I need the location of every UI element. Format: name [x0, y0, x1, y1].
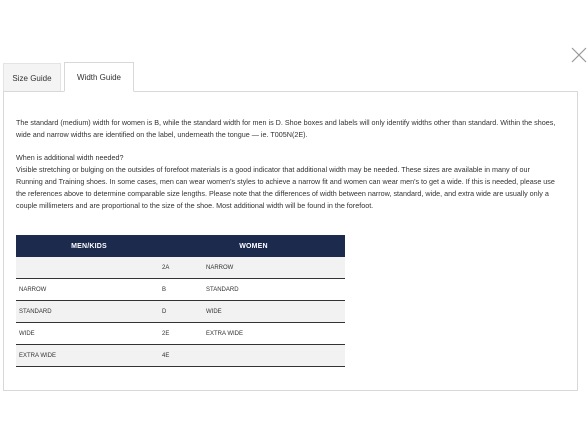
- tab-width-guide[interactable]: Width Guide: [64, 62, 134, 92]
- additional-width-paragraph: Visible stretching or bulging on the outsides of forefoot materials is a good indicator that additional width may be needed. These sizes are available in many of our Running and Training shoes. In some cases, men can wear women's styles to achieve a narrow fit and women can wear men's to get a wide. If this is needed, please use the references above to determine comparable size lengths. Please note that the differences of width between narrow, standard, wide, and extra wide are usually only a couple millimeters and are proportional to the size of the shoe. Most additional width will be found in the forefoot.: [16, 165, 555, 210]
- width-code-cell: D: [162, 301, 206, 323]
- width-guide-panel: [3, 91, 578, 391]
- table-row: [16, 301, 345, 323]
- tab-size-guide[interactable]: Size Guide: [3, 63, 61, 92]
- additional-width-question: When is additional width needed?: [16, 153, 124, 162]
- width-code-cell: 2E: [162, 323, 206, 345]
- table-row: [16, 345, 345, 367]
- men-kids-cell: WIDE: [16, 323, 162, 345]
- women-cell: NARROW: [206, 257, 345, 279]
- men-kids-cell: [16, 257, 162, 279]
- header-women: WOMEN: [162, 235, 345, 257]
- table-header-row: [16, 235, 345, 257]
- width-code-cell: B: [162, 279, 206, 301]
- width-table: [16, 235, 345, 367]
- women-cell: STANDARD: [206, 279, 345, 301]
- close-button[interactable]: [569, 45, 588, 65]
- women-cell: EXTRA WIDE: [206, 323, 345, 345]
- width-code-cell: 2A: [162, 257, 206, 279]
- header-men-kids: MEN/KIDS: [16, 235, 162, 257]
- close-x-icon: [569, 45, 588, 65]
- men-kids-cell: NARROW: [16, 279, 162, 301]
- table-row: [16, 279, 345, 301]
- women-cell: [206, 345, 345, 367]
- width-code-cell: 4E: [162, 345, 206, 367]
- intro-paragraph: The standard (medium) width for women is B, while the standard width for men is D. Shoe boxes and labels will only identify widths other than standard. Within the shoes, wide and narrow widths are identified on the label, underneath the tongue — ie. T005N(2E).: [16, 118, 556, 139]
- table-row: [16, 257, 345, 279]
- table-row: [16, 323, 345, 345]
- men-kids-cell: STANDARD: [16, 301, 162, 323]
- men-kids-cell: EXTRA WIDE: [16, 345, 162, 367]
- women-cell: WIDE: [206, 301, 345, 323]
